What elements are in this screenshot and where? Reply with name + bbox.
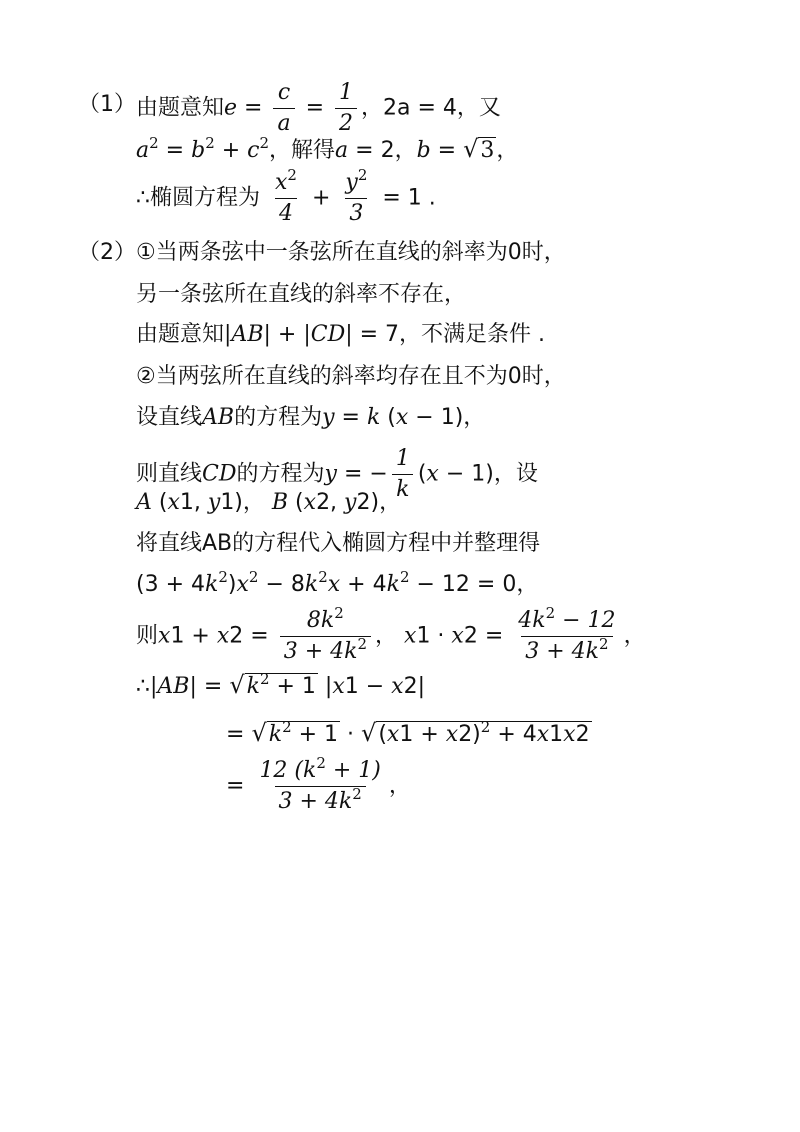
part2-line1: ①当两条弦中一条弦所在直线的斜率为0时， [136,240,566,265]
part2-line5: 设直线AB的方程为y = k (x − 1)， [136,405,486,430]
part2-line13: = $\frac{12 (k^2 + 1)}{3 + 4k^2}$ ， [226,754,411,814]
fraction-y2-over-3: $\frac{y^2}{3}$ [345,166,368,226]
part2-label: （2） [78,240,136,265]
fraction-one-half: $\frac{1}{2}$ [335,80,357,137]
part1-line3: ∴椭圆方程为 $\frac{x^2}{4}$ + $\frac{y^2}{3}$ = 1 . [136,166,436,226]
part1-line1: 由题意知e = $\frac{c}{a}$ = $\frac{1}{2}$ ，2a = 4，又 [136,80,501,136]
part1-label: （1） [78,92,136,117]
part2-line6: 则直线CD的方程为y = − $\frac{1}{k}$ (x − 1)，设 [136,446,538,502]
part2-line9: $(3 + 4k^2)x^2 - 8k^2x + 4k^2 - 12 = 0$， [136,568,539,597]
part2-line8: 将直线AB的方程代入椭圆方程中并整理得 [136,531,541,556]
fraction-1-over-k: $\frac{1}{k}$ [392,446,414,503]
fraction-x2-over-4: $\frac{x^2}{4}$ [275,166,297,226]
part2-line12: = $√k^2 + 1 \cdot √(x1 + x2)^2 + 4x1x2$ [226,718,590,747]
part2-line10: 则x1 + x2 = $\frac{8k^2}{3 + 4k^2}$ ， x1 · x2 = $\frac{4k^2 - 12}{3 + 4k^2}$ ， [136,604,646,664]
fraction-c-over-a: $\frac{c}{a}$ [273,80,294,137]
part2-line2: 另一条弦所在直线的斜率不存在， [136,282,467,307]
fraction-product-roots: $\frac{4k^2 - 12}{3 + 4k^2}$ [518,604,616,664]
part1-line2: $a^2 = b^2 + c^2$，解得a = 2，b = √3， [136,134,519,163]
part2-line11: ∴|AB| = $√k^2 + 1$ |x1 − x2| [136,670,426,699]
fraction-sum-roots: $\frac{8k^2}{3 + 4k^2}$ [280,608,371,665]
fraction-ab-length: $\frac{12 (k^2 + 1)}{3 + 4k^2}$ [259,754,381,814]
part2-line7: A (x1, y1)， B (x2, y2)， [136,490,402,515]
part2-line3: 由题意知|AB| + |CD| = 7，不满足条件 . [136,322,546,347]
part2-line4: ②当两弦所在直线的斜率均存在且不为0时， [136,364,566,389]
